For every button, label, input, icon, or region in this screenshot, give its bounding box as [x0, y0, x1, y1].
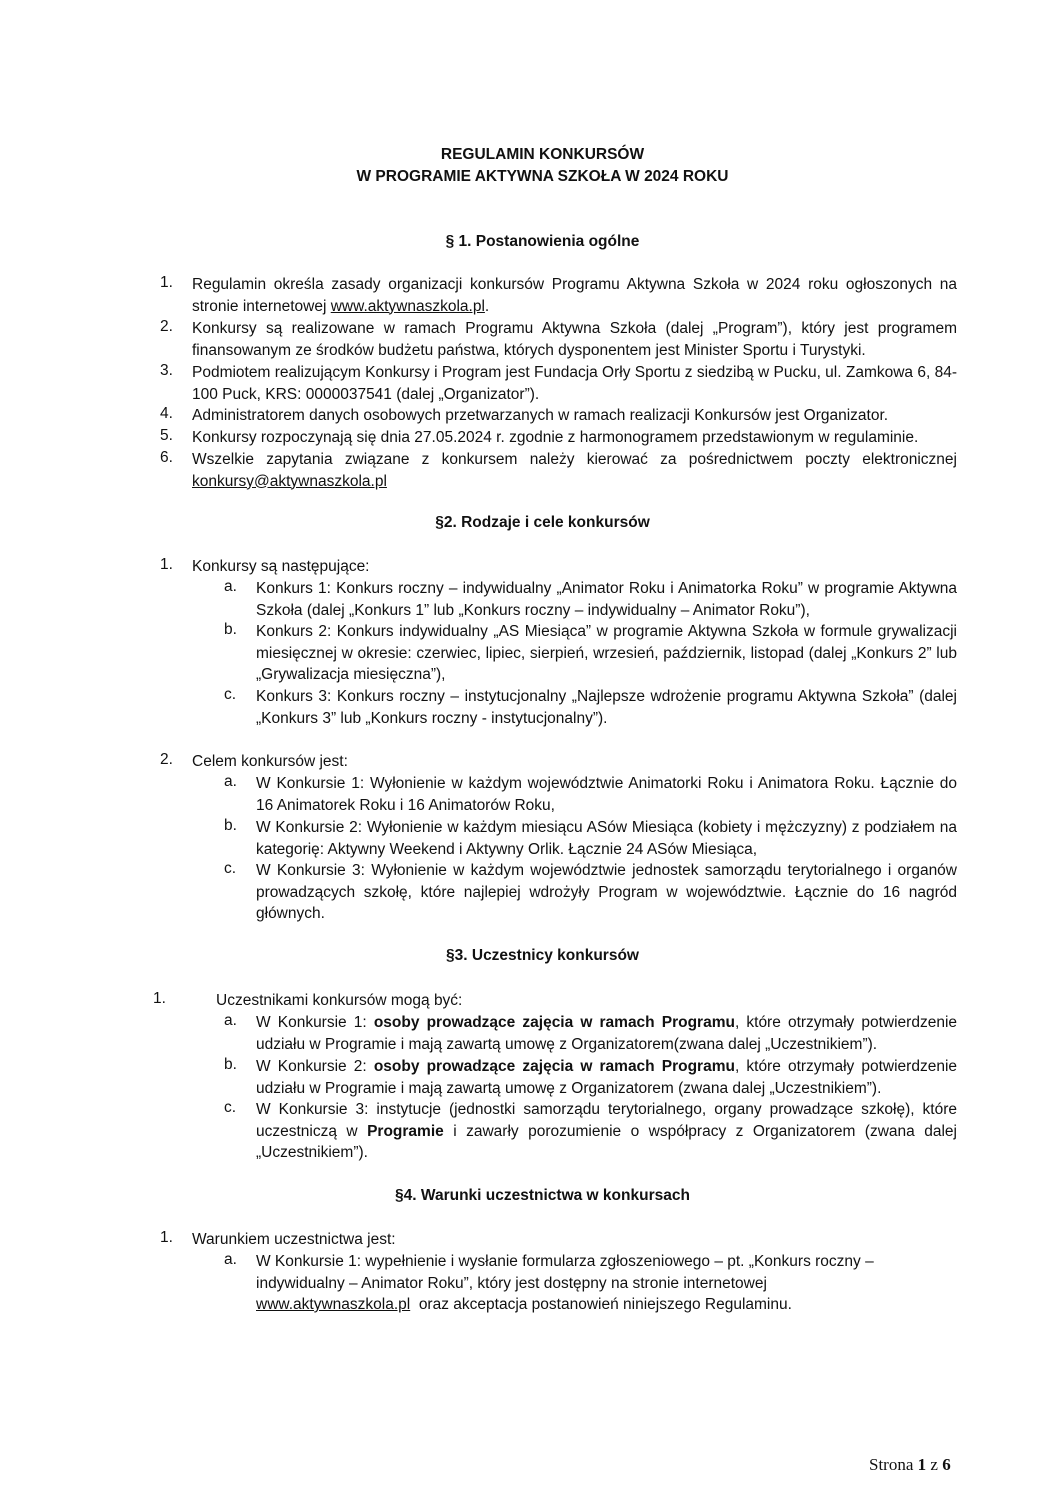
section-2-item-2c: W Konkursie 3: Wyłonienie w każdym województwie jednostek samorządu terytorialnego i organów prowadzących szkołę, które najlepiej wdrożyły Program w województwie. Łącznie do 16 nagród głównych. — [256, 862, 957, 922]
section-1-item-1 — [192, 274, 957, 317]
list-letter: a. — [224, 1012, 237, 1029]
item-bold-text: Programie — [367, 1122, 444, 1140]
list-number: 4. — [160, 405, 173, 422]
list-number: 1. — [153, 990, 166, 1007]
item-text: Wszelkie zapytania związane z konkursem należy kierować za pośrednictwem poczty elektronicznej — [192, 451, 957, 468]
list-letter: a. — [224, 578, 237, 595]
item-text-line — [256, 1294, 957, 1316]
list-letter: a. — [224, 773, 237, 790]
item-text: . — [484, 297, 490, 315]
item-text: W Konkursie 3: instytucje (jednostki samorządu terytorialnego, organy prowadzące szkołę), które uczestniczą w — [256, 1101, 957, 1140]
section-1-item-6 — [192, 449, 957, 492]
page-total: 6 — [942, 1455, 951, 1474]
list-letter: c. — [224, 686, 237, 703]
section-3-item-b — [256, 1056, 957, 1099]
section-2-item-1: Konkursy są następujące: — [192, 558, 370, 575]
section-2-item-1a: Konkurs 1: Konkurs roczny – indywidualny „Animator Roku i Animatorka Roku” w programie Aktywna Szkoła (dalej „Konkurs 1” lub „Konkurs roczny – indywidualny – Animator Roku”), — [256, 580, 957, 619]
list-letter: a. — [224, 1251, 237, 1268]
page-footer — [869, 1455, 951, 1475]
item-text-line: W Konkursie 1: wypełnienie i wysłanie formularza zgłoszeniowego – pt. „Konkurs roczny – — [256, 1253, 874, 1270]
section-3-heading: §3. Uczestnicy konkursów — [446, 947, 639, 964]
item-text: i zawarły porozumienie o współpracy z Organizatorem (zwana dalej „Uczestnikiem”). — [256, 1122, 957, 1161]
section-2-item-1c: Konkurs 3: Konkurs roczny – instytucjonalny „Najlepsze wdrożenie programu Aktywna Szkoła” (dalej „Konkurs 3” lub „Konkurs roczny - instytucjonalny”). — [256, 688, 957, 727]
list-number: 1. — [160, 1229, 173, 1246]
list-number: 6. — [160, 449, 173, 466]
item-bold-text: osoby prowadzące zajęcia w ramach Programu — [373, 1058, 735, 1075]
section-4-heading: §4. Warunki uczestnictwa w konkursach — [395, 1187, 690, 1204]
list-number: 1. — [160, 274, 173, 291]
list-letter: b. — [224, 621, 237, 638]
list-letter: c. — [224, 860, 237, 877]
section-2-heading: §2. Rodzaje i cele konkursów — [435, 514, 650, 531]
item-text: Regulamin określa zasady organizacji konkursów Programu Aktywna Szkoła w 2024 roku ogłoszonych na stronie internetowej — [192, 276, 957, 315]
section-2-item-2b: W Konkursie 2: Wyłonienie w każdym miesiącu ASów Miesiąca (kobiety i mężczyzny) z podziałem na kategorię: Aktywny Weekend i Aktywny Orlik. Łącznie 24 ASów Miesiąca, — [256, 819, 957, 858]
document-title-line2: W PROGRAMIE AKTYWNA SZKOŁA W 2024 ROKU — [356, 168, 729, 185]
section-1-item-5: Konkursy rozpoczynają się dnia 27.05.2024 r. zgodnie z harmonogramem przedstawionym w regulaminie. — [192, 429, 919, 446]
section-4-item-1: Warunkiem uczestnictwa jest: — [192, 1231, 396, 1248]
footer-label: Strona — [869, 1455, 918, 1474]
item-text: W Konkursie 1: — [256, 1014, 374, 1031]
section-2-item-2: Celem konkursów jest: — [192, 753, 348, 770]
section-1-item-3: Podmiotem realizującym Konkursy i Program jest Fundacja Orły Sportu z siedzibą w Pucku, ul. Zamkowa 6, 84-100 Puck, KRS: 0000037541 (dalej „Organizator”). — [192, 364, 957, 403]
website-link[interactable]: www.aktywnaszkola.pl — [256, 1296, 411, 1313]
section-1-item-4: Administratorem danych osobowych przetwarzanych w ramach realizacji Konkursów jest Organizator. — [192, 407, 889, 424]
list-number: 5. — [160, 427, 173, 444]
section-3-item-c — [256, 1099, 957, 1164]
item-text: , które otrzymały potwierdzenie udziału w Programie i mają zawartą umowę z Organizatorem(zwana dalej „Uczestnikiem”). — [256, 1014, 958, 1053]
list-number: 2. — [160, 318, 173, 335]
section-3-item-a — [256, 1012, 957, 1055]
item-text: W Konkursie 2: — [256, 1058, 374, 1075]
item-bold-text: osoby prowadzące zajęcia w ramach Programu — [373, 1014, 735, 1031]
item-text: oraz akceptacja postanowień niniejszego Regulaminu. — [410, 1296, 792, 1313]
list-letter: b. — [224, 817, 237, 834]
item-text-line: indywidualny – Animator Roku”, który jest dostępny na stronie internetowej — [256, 1274, 767, 1292]
section-2-item-2a: W Konkursie 1: Wyłonienie w każdym województwie Animatorki Roku i Animatora Roku. Łącznie do 16 Animatorek Roku i 16 Animatorów Roku, — [256, 775, 957, 814]
section-1-item-2: Konkursy są realizowane w ramach Programu Aktywna Szkoła (dalej „Program”), który jest programem finansowanym ze środków budżetu państwa, których dysponentem jest Minister Sportu i Turystyki. — [192, 320, 957, 359]
page-number: 1 — [917, 1455, 927, 1474]
website-link[interactable]: www.aktywnaszkola.pl — [330, 297, 485, 315]
list-letter: c. — [224, 1099, 237, 1116]
section-3-item-1: Uczestnikami konkursów mogą być: — [216, 992, 463, 1009]
section-1-heading: § 1. Postanowienia ogólne — [445, 233, 640, 250]
list-letter: b. — [224, 1056, 237, 1073]
email-link[interactable]: konkursy@aktywnaszkola.pl — [192, 472, 387, 490]
list-number: 1. — [160, 556, 173, 573]
section-4-item-a — [256, 1251, 957, 1316]
item-text: , które otrzymały potwierdzenie udziału w Programie i mają zawartą umowę z Organizatorem (zwana dalej „Uczestnikiem”). — [256, 1058, 958, 1097]
list-number: 2. — [160, 751, 173, 768]
list-number: 3. — [160, 362, 173, 379]
footer-of: z — [926, 1455, 943, 1474]
section-2-item-1b: Konkurs 2: Konkurs indywidualny „AS Miesiąca” w programie Aktywna Szkoła w formule grywalizacji miesięcznej w okresie: czerwiec, lipiec, sierpień, wrzesień, październik, listopad (dalej „Konkurs 2” lub „Grywalizacja miesięczna”), — [256, 623, 957, 683]
document-title-line1: REGULAMIN KONKURSÓW — [440, 146, 645, 163]
